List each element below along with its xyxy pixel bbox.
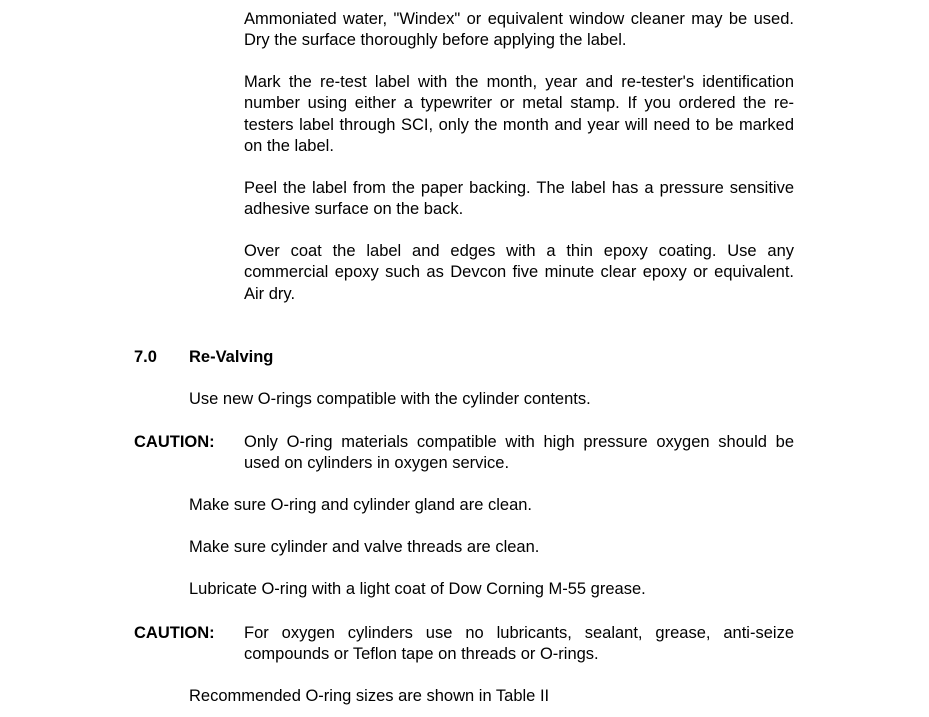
section-title: Re-Valving	[189, 348, 274, 366]
step-threads-clean: Make sure cylinder and valve threads are clean.	[189, 538, 540, 556]
paragraph-peel-label: Peel the label from the paper backing. The label has a pressure sensitive adhesive surface on the back.	[244, 179, 794, 219]
paragraph-mark-label: Mark the re-test label with the month, year and re-tester's identification number using either a typewriter or metal stamp. If you ordered the re-testers label through SCI, only the month and year will need to be marked on the label.	[244, 73, 794, 155]
caution-text-2: For oxygen cylinders use no lubricants, sealant, grease, anti-seize compounds or Teflon tape on threads or O-rings.	[244, 624, 794, 664]
paragraph-intro: Use new O-rings compatible with the cylinder contents.	[189, 390, 591, 408]
step-lubricate: Lubricate O-ring with a light coat of Dow Corning M-55 grease.	[189, 580, 646, 598]
paragraph-over-coat: Over coat the label and edges with a thin epoxy coating. Use any commercial epoxy such as Devcon five minute clear epoxy or equivalent. Air dry.	[244, 242, 794, 303]
caution-label-1: CAUTION:	[134, 433, 215, 451]
paragraph-closing: Recommended O-ring sizes are shown in Table II	[189, 687, 550, 705]
caution-text-1: Only O-ring materials compatible with high pressure oxygen should be used on cylinders in oxygen service.	[244, 433, 794, 473]
paragraph-cleaning: Ammoniated water, "Windex" or equivalent window cleaner may be used. Dry the surface thoroughly before applying the label.	[244, 10, 794, 50]
caution-label-2: CAUTION:	[134, 624, 215, 642]
section-number: 7.0	[134, 348, 157, 366]
step-gland-clean: Make sure O-ring and cylinder gland are clean.	[189, 496, 533, 514]
